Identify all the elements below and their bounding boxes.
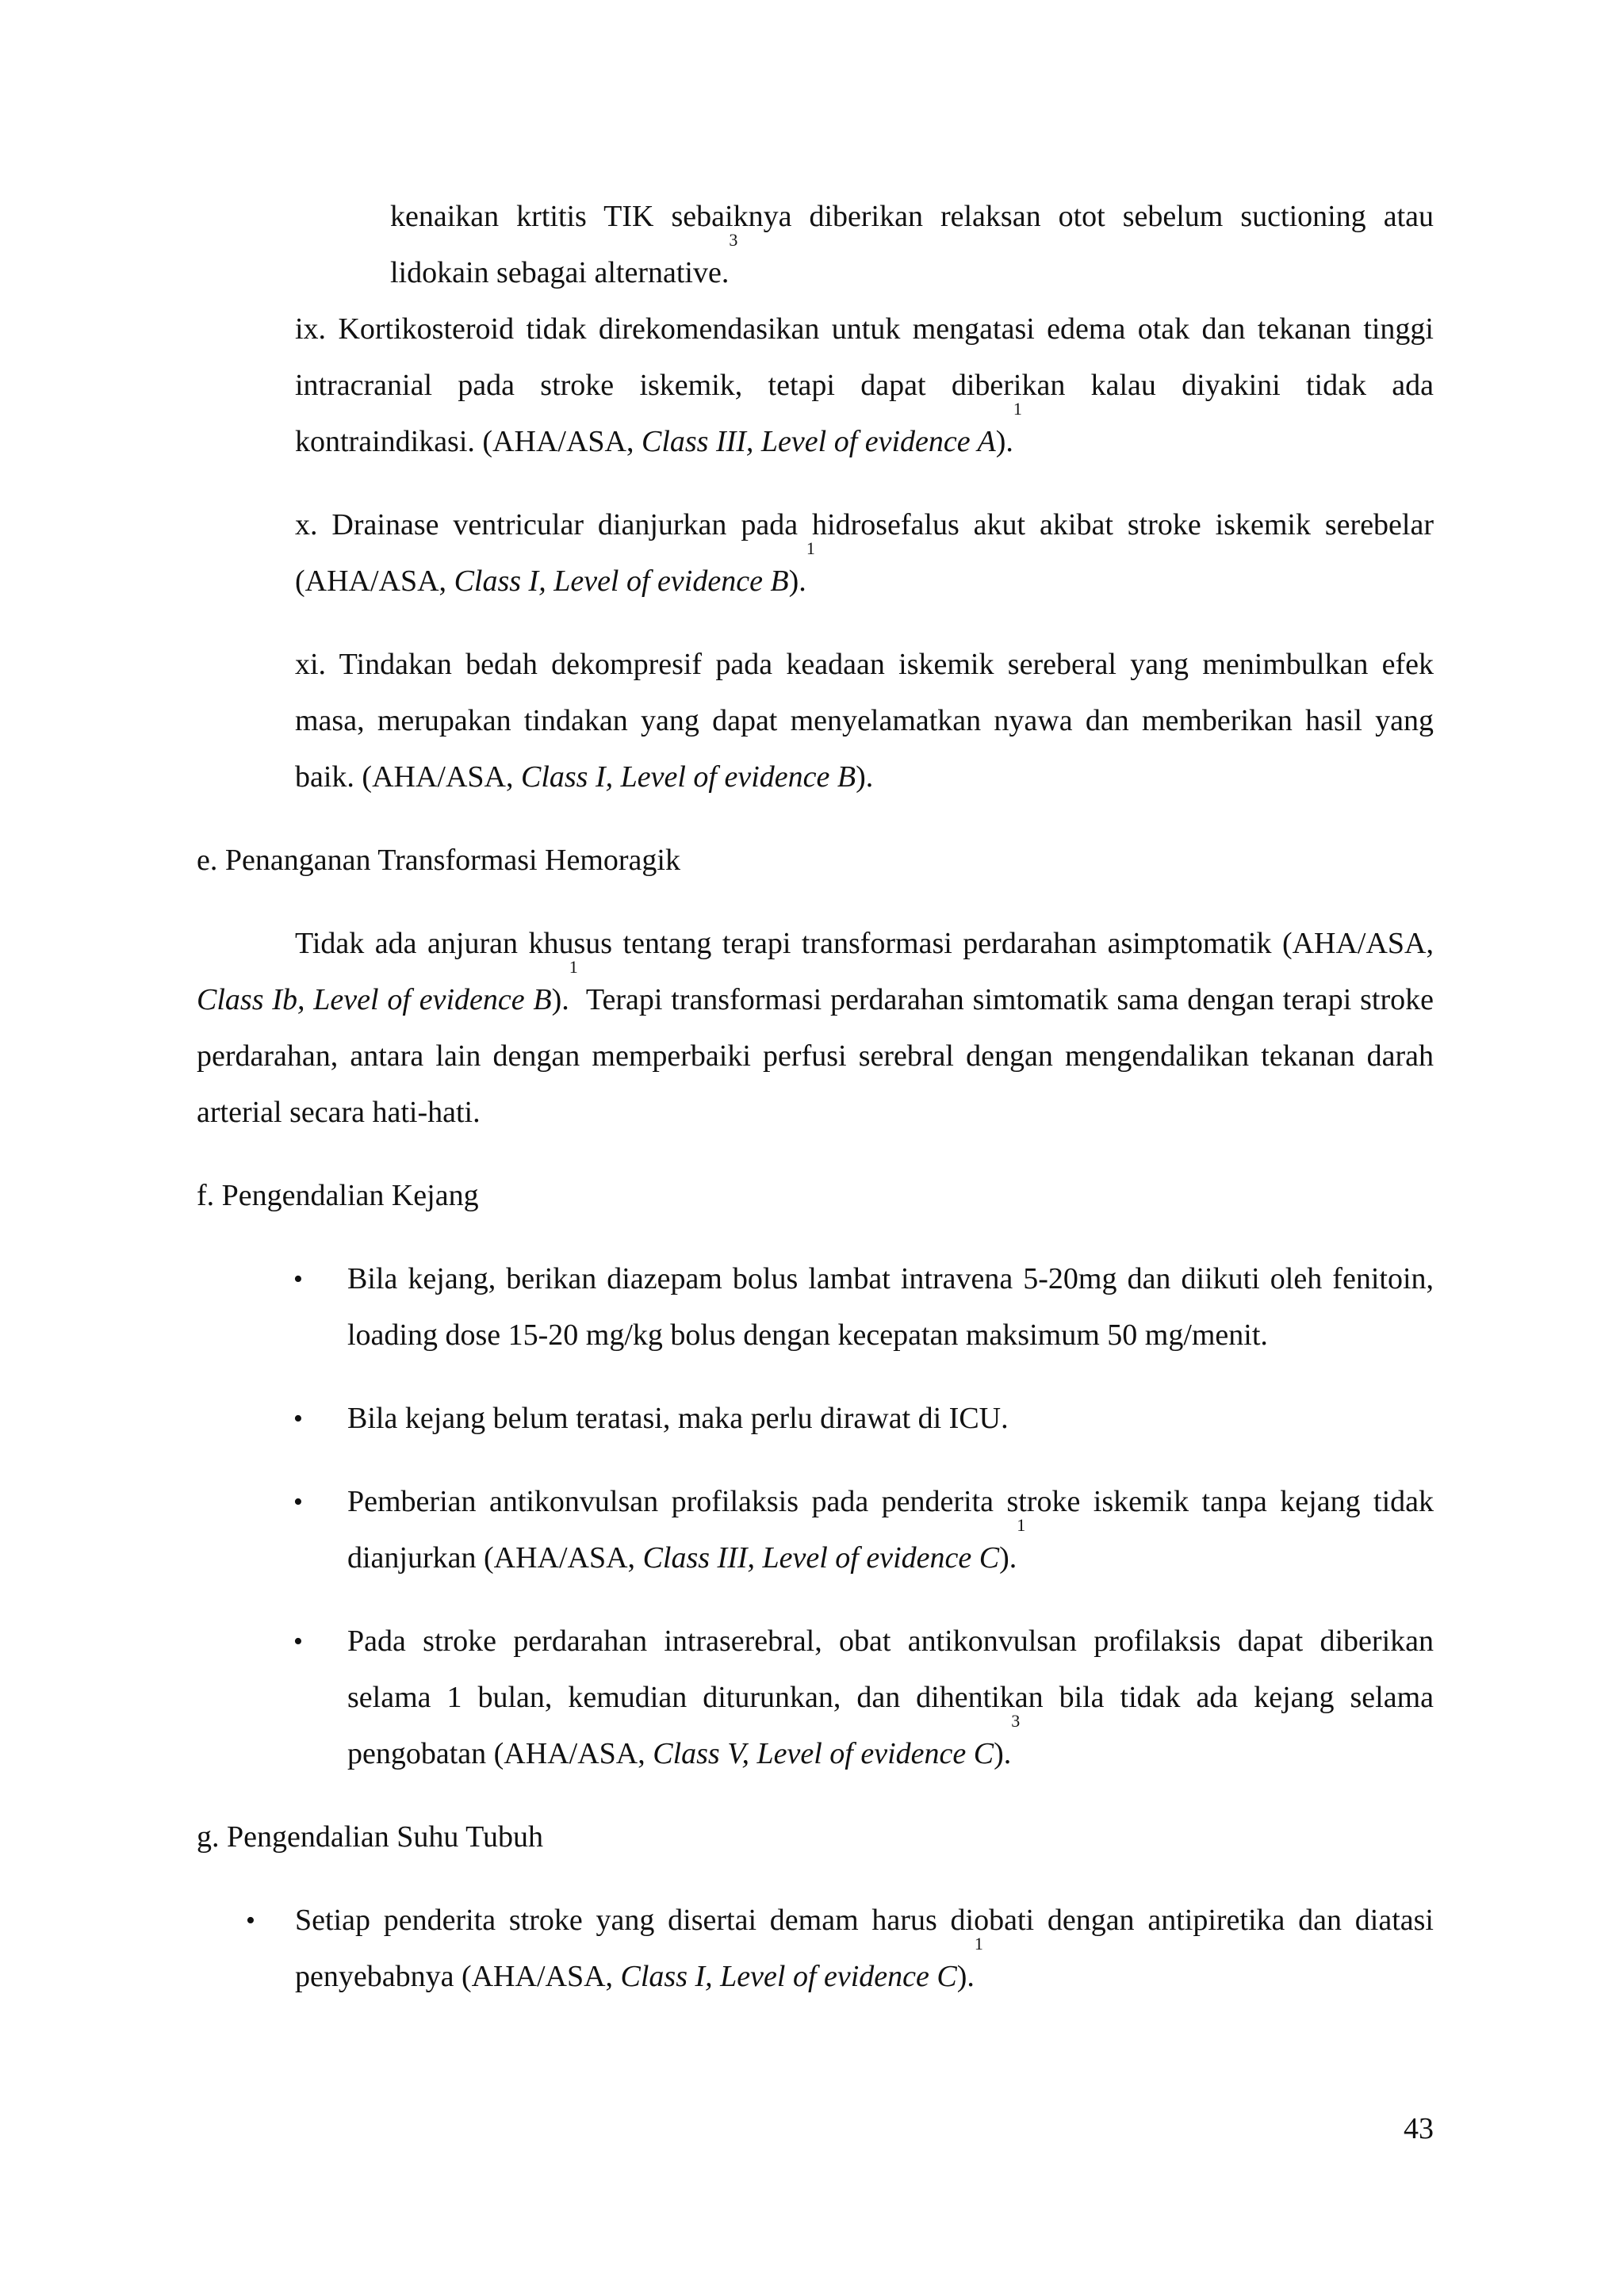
list-item	[197, 1474, 1434, 1586]
list-item	[197, 1391, 1434, 1447]
footnote-ref: 1	[974, 1934, 983, 1954]
list-item-text	[295, 1892, 1434, 2005]
list-item-body: Pemberian antikonvulsan profilaksis pada penderita stroke iskemik tanpa kejang tidak dianjurkan (AHA/ASA,	[347, 1485, 1434, 1575]
continued-paragraph	[390, 189, 1434, 301]
list-item	[197, 1892, 1434, 2005]
footnote-ref: 1	[806, 538, 815, 558]
item-ix-text: ix. Kortikosteroid tidak direkomendasikan untuk mengatasi edema otak dan tekanan tinggi intracranial pada stroke iskemik, tetapi dapat diberikan kalau diyakini tidak ada kontraindikasi. (AHA/ASA,	[295, 312, 1434, 458]
item-x-close: ).	[788, 564, 806, 598]
item-xi-evidence: Class I, Level of evidence B	[520, 760, 856, 794]
list-item	[197, 1613, 1434, 1782]
list-item-body: Setiap penderita stroke yang disertai demam harus diobati dengan antipiretika dan diatasi penyebabnya (AHA/ASA,	[295, 1904, 1434, 1993]
list-item	[197, 1251, 1434, 1364]
list-item-close: ).	[956, 1960, 975, 1993]
item-xi-close: ).	[856, 760, 874, 794]
section-e-text: Tidak ada anjuran khusus tentang terapi transformasi perdarahan asimptomatik (AHA/ASA,	[295, 927, 1434, 960]
item-ix-evidence: Class III, Level of evidence A	[641, 425, 996, 458]
list-item-text	[347, 1613, 1434, 1782]
item-x-text: x. Drainase ventricular dianjurkan pada hidrosefalus akut akibat stroke iskemik serebelar (AHA/ASA,	[295, 508, 1434, 598]
section-heading-f: f. Pengendalian Kejang	[197, 1179, 479, 1212]
item-ix	[295, 301, 1434, 470]
item-ix-close: ).	[995, 425, 1013, 458]
section-e-rest: Terapi transformasi perdarahan simtomatik sama dengan terapi stroke perdarahan, antara lain dengan memperbaiki perfusi serebral dengan mengendalikan tekanan darah arterial secara hati-hati.	[197, 983, 1434, 1129]
section-e-body	[197, 916, 1434, 1141]
list-item-text	[347, 1474, 1434, 1586]
section-heading-g: g. Pengendalian Suhu Tubuh	[197, 1820, 544, 1854]
bullet-icon: •	[246, 1906, 255, 1935]
page-number: 43	[1404, 2112, 1434, 2145]
footnote-ref: 1	[1017, 1515, 1026, 1535]
list-item-text: Bila kejang, berikan diazepam bolus lambat intravena 5-20mg dan diikuti oleh fenitoin, loading dose 15-20 mg/kg bolus dengan kecepatan maksimum 50 mg/menit.	[347, 1262, 1434, 1352]
bullet-icon: •	[293, 1487, 303, 1517]
list-item-close: ).	[994, 1737, 1012, 1770]
footnote-ref: 3	[1011, 1711, 1021, 1731]
bullet-icon: •	[293, 1265, 303, 1294]
continued-text: kenaikan krtitis TIK sebaiknya diberikan relaksan otot sebelum suctioning atau lidokain sebagai alternative.	[390, 200, 1434, 289]
section-e-evidence: Class Ib, Level of evidence B	[197, 983, 552, 1016]
section-heading-e: e. Penanganan Transformasi Hemoragik	[197, 844, 680, 877]
footnote-ref: 3	[729, 230, 738, 250]
list-item-body: Pada stroke perdarahan intraserebral, obat antikonvulsan profilaksis dapat diberikan selama 1 bulan, kemudian diturunkan, dan dihentikan bila tidak ada kejang selama pengobatan (AHA/ASA,	[347, 1624, 1434, 1770]
page-body	[197, 189, 1434, 2005]
footnote-ref: 1	[569, 957, 578, 977]
footnote-ref: 1	[1013, 399, 1022, 419]
list-item-close: ).	[999, 1541, 1017, 1575]
bullet-icon: •	[293, 1404, 303, 1433]
item-xi-text: xi. Tindakan bedah dekompresif pada keadaan iskemik sereberal yang menimbulkan efek masa, merupakan tindakan yang dapat menyelamatkan nyawa dan memberikan hasil yang baik. (AHA/ASA,	[295, 648, 1434, 794]
list-item-evidence: Class V, Level of evidence C	[653, 1737, 994, 1770]
list-item-evidence: Class III, Level of evidence C	[642, 1541, 1000, 1575]
list-item-text: Bila kejang belum teratasi, maka perlu dirawat di ICU.	[347, 1402, 1009, 1435]
item-x	[295, 497, 1434, 610]
list-item-evidence: Class I, Level of evidence C	[620, 1960, 957, 1993]
section-e-close: ).	[551, 983, 569, 1016]
bullet-icon: •	[293, 1627, 303, 1656]
item-x-evidence: Class I, Level of evidence B	[454, 564, 789, 598]
item-xi	[295, 637, 1434, 806]
